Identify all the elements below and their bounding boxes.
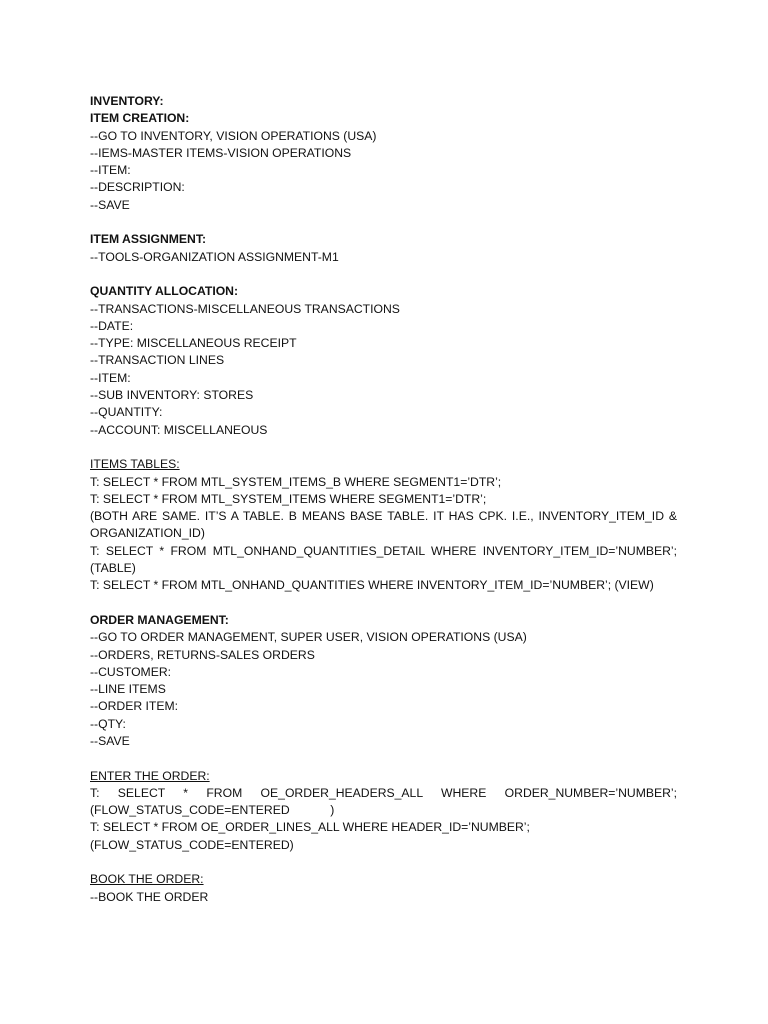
text-line: --LINE ITEMS [90, 682, 166, 697]
text-line: --TYPE: MISCELLANEOUS RECEIPT [90, 336, 297, 351]
enter-order-section [90, 768, 681, 854]
text-line: --QUANTITY: [90, 405, 163, 420]
text-line: --GO TO ORDER MANAGEMENT, SUPER USER, VISION OPERATIONS (USA) [90, 630, 527, 645]
text-line: --GO TO INVENTORY, VISION OPERATIONS (USA) [90, 128, 377, 143]
book-order-heading: BOOK THE ORDER: [90, 872, 204, 887]
sql-line: (FLOW_STATUS_CODE=ENTERED) [90, 837, 294, 852]
quantity-allocation-heading: QUANTITY ALLOCATION: [90, 284, 239, 299]
blank-line [90, 750, 677, 767]
sql-line: T: SELECT * FROM MTL_ONHAND_QUANTITIES WHERE INVENTORY_ITEM_ID=’NUMBER’; (VIEW) [90, 578, 654, 593]
blank-line [90, 439, 677, 456]
note-paragraph: (BOTH ARE SAME. IT’S A TABLE. B MEANS BASE TABLE. IT HAS CPK. I.E., INVENTORY_ITEM_ID & ORGANIZATION_ID) [90, 509, 677, 541]
text-line: --ORDERS, RETURNS-SALES ORDERS [90, 647, 315, 662]
text-line: --SUB INVENTORY: STORES [90, 388, 254, 403]
sql-line: T: SELECT * FROM MTL_SYSTEM_ITEMS WHERE SEGMENT1=’DTR’; [90, 491, 487, 506]
sql-line: T: SELECT * FROM MTL_SYSTEM_ITEMS_B WHERE SEGMENT1=’DTR’; [90, 474, 502, 489]
text-line: --TRANSACTIONS-MISCELLANEOUS TRANSACTIONS [90, 301, 400, 316]
text-line: --QTY: [90, 716, 126, 731]
sql-paragraph: T: SELECT * FROM OE_ORDER_HEADERS_ALL WHERE ORDER_NUMBER=’NUMBER’; (FLOW_STATUS_CODE=ENTERED ) [90, 785, 681, 818]
order-management-section [90, 612, 677, 750]
blank-line [90, 214, 677, 231]
text-line: --ITEM: [90, 370, 131, 385]
text-line: --SAVE [90, 733, 130, 748]
items-tables-heading: ITEMS TABLES: [90, 457, 180, 472]
blank-line [90, 266, 677, 283]
book-order-section [90, 871, 677, 906]
text-line: --TOOLS-ORGANIZATION ASSIGNMENT-M1 [90, 249, 339, 264]
item-assignment-section [90, 231, 677, 266]
quantity-allocation-section [90, 283, 677, 439]
text-line: --ACCOUNT: MISCELLANEOUS [90, 422, 268, 437]
document-page [90, 93, 681, 906]
sql-line: T: SELECT * FROM OE_ORDER_LINES_ALL WHERE HEADER_ID=’NUMBER’; [90, 820, 530, 835]
text-line: --IEMS-MASTER ITEMS-VISION OPERATIONS [90, 145, 352, 160]
item-assignment-heading: ITEM ASSIGNMENT: [90, 232, 207, 247]
text-line: --ORDER ITEM: [90, 699, 179, 714]
items-tables-section [90, 456, 677, 594]
text-line: --BOOK THE ORDER [90, 889, 209, 904]
blank-line [90, 595, 677, 612]
text-line: --DATE: [90, 318, 134, 333]
order-management-heading: ORDER MANAGEMENT: [90, 612, 229, 627]
text-line: --DESCRIPTION: [90, 180, 185, 195]
text-line: --TRANSACTION LINES [90, 353, 225, 368]
sql-paragraph: T: SELECT * FROM MTL_ONHAND_QUANTITIES_DETAIL WHERE INVENTORY_ITEM_ID=’NUMBER’; (TABLE) [90, 543, 677, 576]
enter-order-heading: ENTER THE ORDER: [90, 768, 210, 783]
text-line: --CUSTOMER: [90, 664, 172, 679]
text-line: --ITEM: [90, 163, 131, 178]
inventory-heading: INVENTORY: [90, 94, 164, 108]
blank-line [90, 854, 677, 871]
item-creation-heading: ITEM CREATION: [90, 111, 190, 126]
text-line: --SAVE [90, 197, 130, 212]
item-creation-section [90, 110, 677, 214]
